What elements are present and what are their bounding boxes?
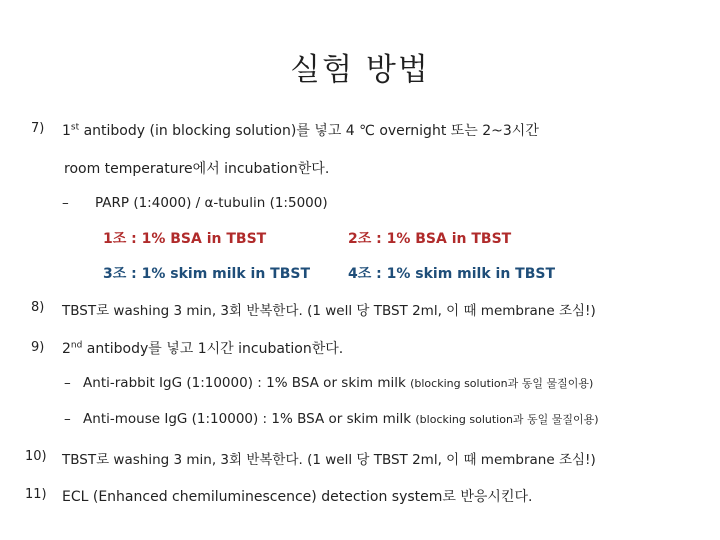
- dash-bullet: –: [62, 195, 69, 211]
- step-9-text: [62, 338, 343, 358]
- condition-group-1: 1조 : 1% BSA in TBST: [103, 231, 267, 247]
- step-7-number: 7): [31, 121, 45, 136]
- step-9-prefix: 2: [62, 341, 71, 357]
- step-9-suffix: antibody를 넣고 1시간 incubation한다.: [82, 341, 344, 357]
- dash-bullet: –: [64, 411, 71, 427]
- step-7-line-1: [62, 120, 539, 140]
- secondary-antibody-rabbit: [64, 375, 593, 391]
- step-9-sup: nd: [70, 340, 83, 351]
- step-10-text: TBST로 washing 3 min, 3회 반복한다. (1 well 당 TBST 2ml, 이 때 membrane 조심!): [62, 452, 596, 468]
- step-7-line-1-prefix: 1: [62, 123, 71, 139]
- condition-group-3: 3조 : 1% skim milk in TBST: [103, 266, 311, 282]
- page-title: 실험 방법: [290, 52, 430, 88]
- rabbit-igg-note: (blocking solution과 동일 물질이용): [410, 377, 594, 390]
- dash-bullet: –: [64, 375, 71, 391]
- step-11-number: 11): [25, 487, 47, 502]
- mouse-igg-note: (blocking solution과 동일 물질이용): [415, 413, 599, 426]
- step-10-number: 10): [25, 449, 47, 464]
- step-11-text: ECL (Enhanced chemiluminescence) detection system로 반응시킨다.: [62, 489, 533, 505]
- step-8-number: 8): [31, 300, 45, 315]
- step-7-line-1-text: antibody (in blocking solution)를 넣고 4 ℃ overnight 또는 2~3시간: [79, 123, 539, 139]
- secondary-antibody-mouse: [64, 411, 599, 427]
- step-7-line-2: room temperature에서 incubation한다.: [64, 161, 330, 177]
- step-7-sup: st: [70, 122, 80, 133]
- primary-antibody-dilution: PARP (1:4000) / α-tubulin (1:5000): [95, 195, 328, 211]
- rabbit-igg-text: Anti-rabbit IgG (1:10000) : 1% BSA or skim milk: [83, 375, 411, 391]
- step-9-number: 9): [31, 340, 45, 355]
- step-8-text: TBST로 washing 3 min, 3회 반복한다. (1 well 당 TBST 2ml, 이 때 membrane 조심!): [62, 303, 596, 319]
- condition-group-2: 2조 : 1% BSA in TBST: [348, 231, 512, 247]
- condition-group-4: 4조 : 1% skim milk in TBST: [348, 266, 556, 282]
- mouse-igg-text: Anti-mouse IgG (1:10000) : 1% BSA or skim milk: [83, 411, 416, 427]
